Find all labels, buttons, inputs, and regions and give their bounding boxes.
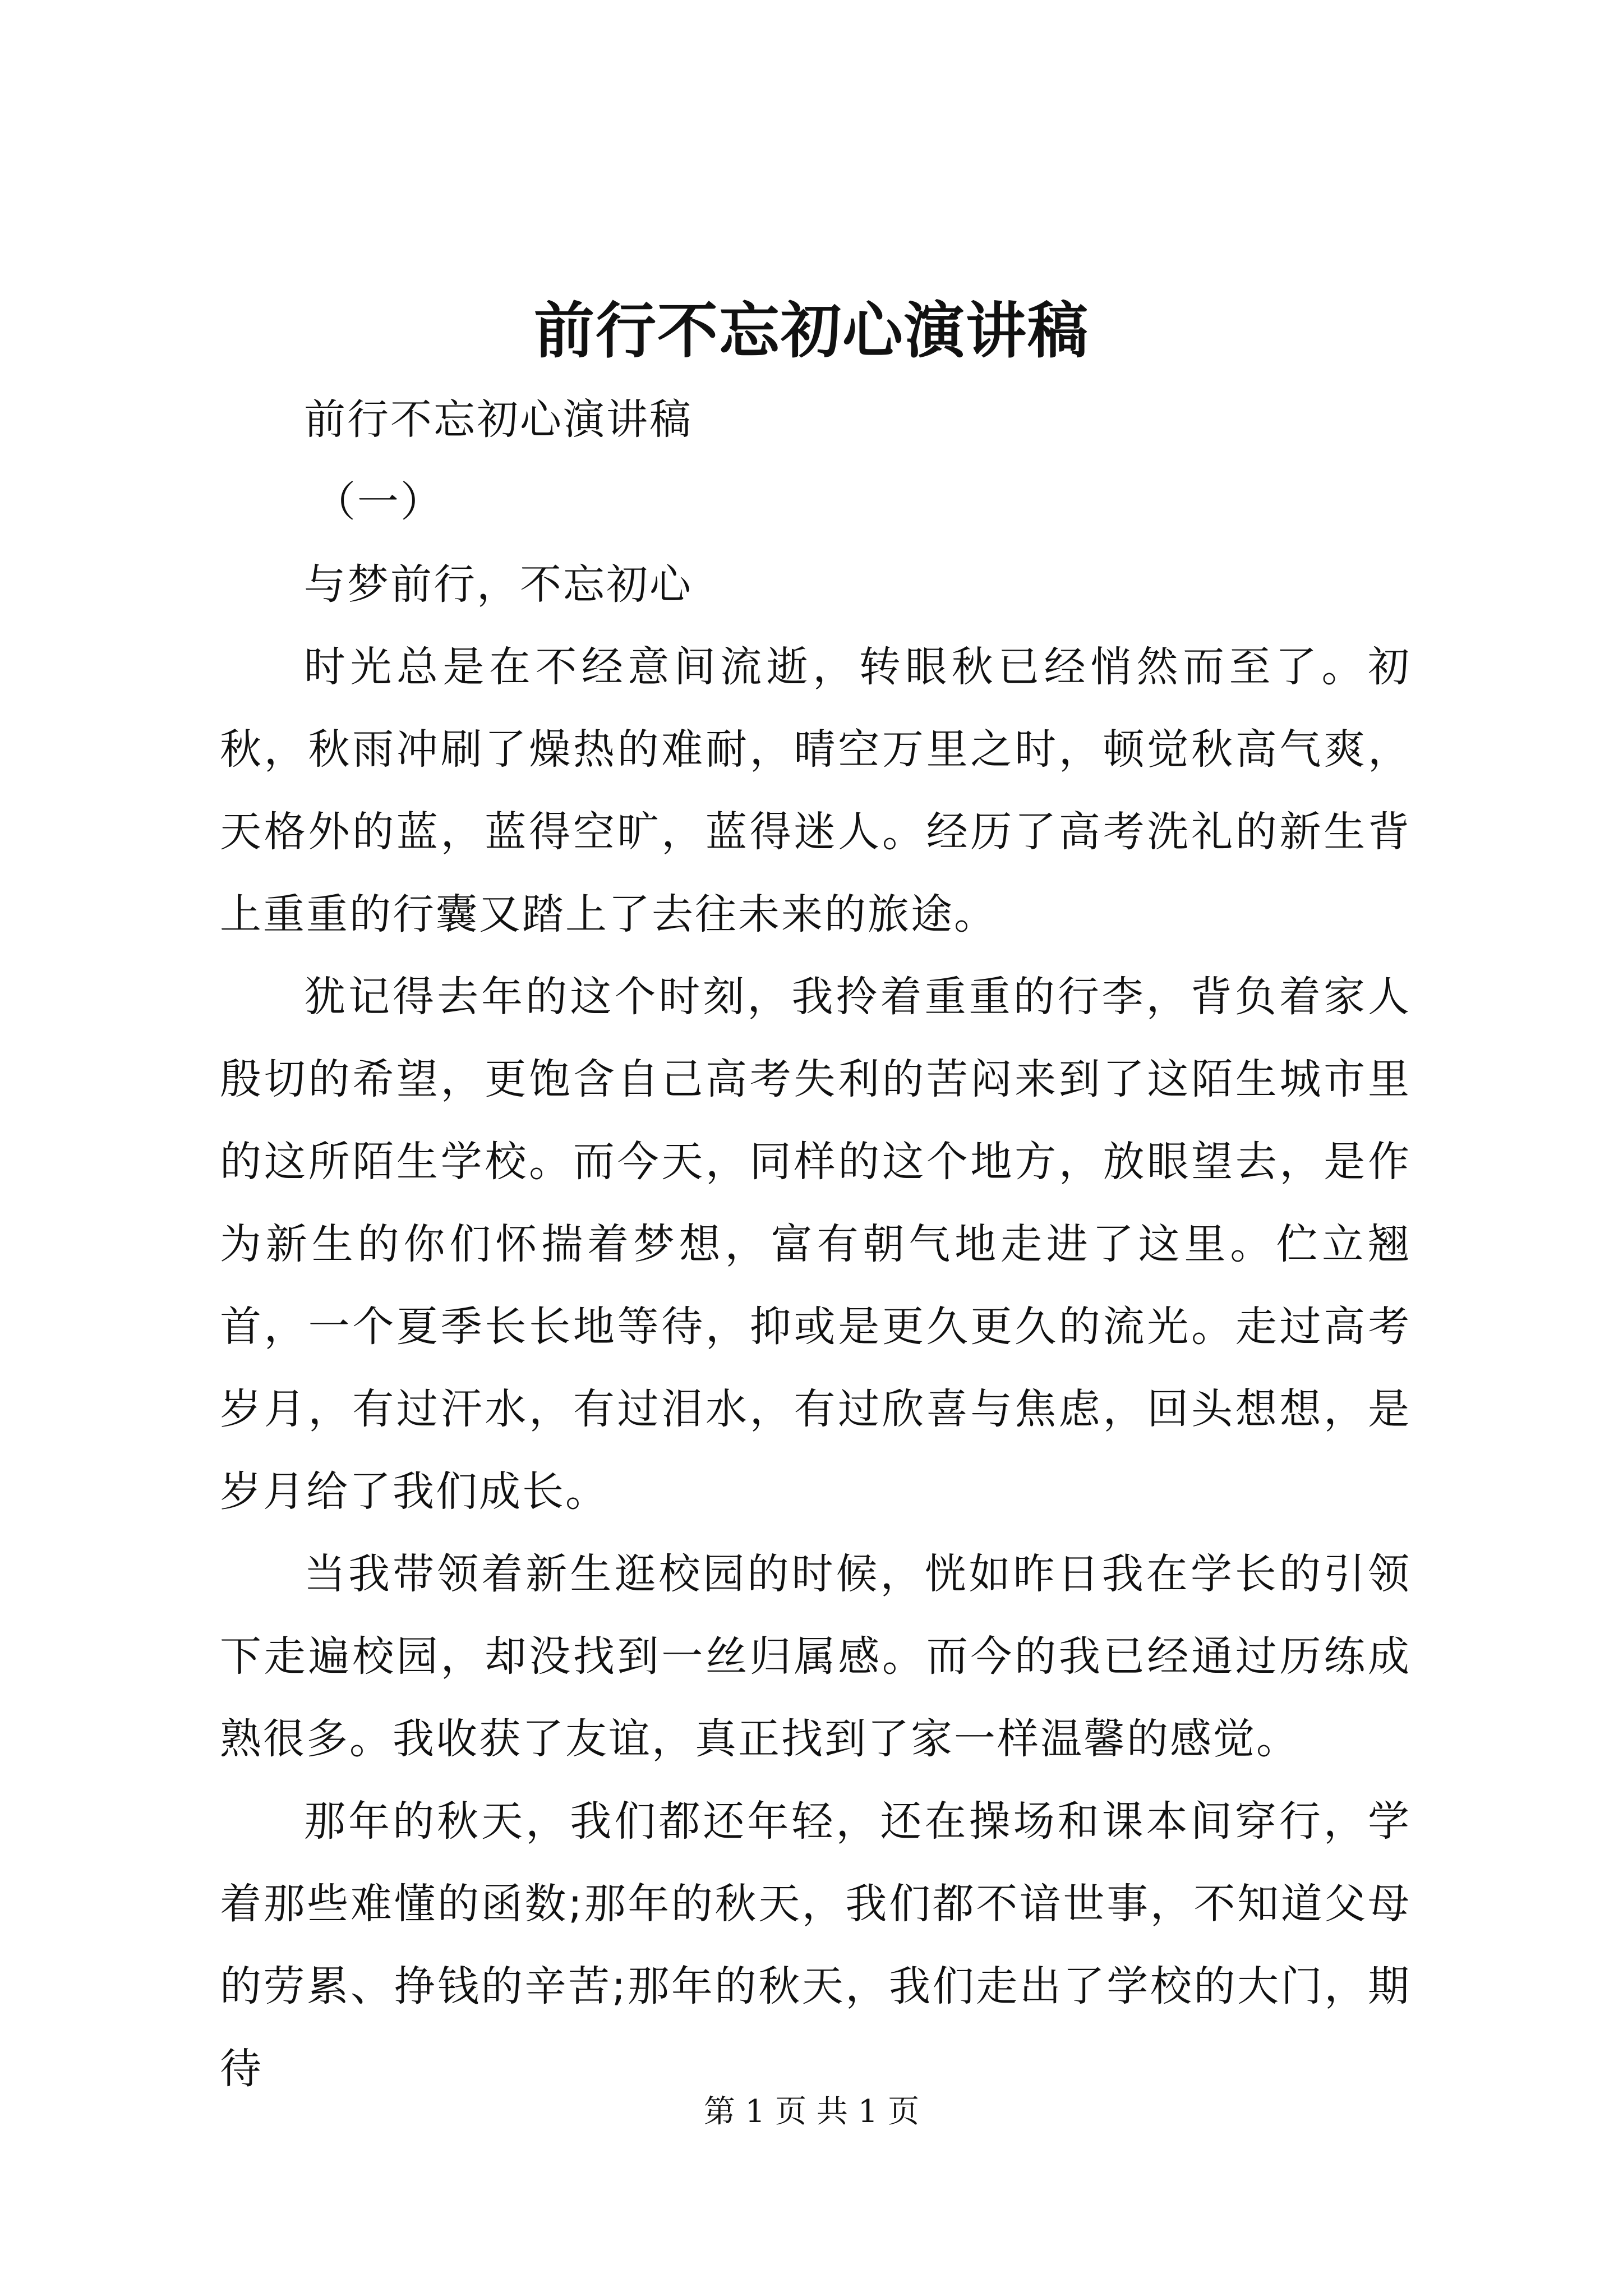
page-footer: 第 1 页 共 1 页 xyxy=(703,2093,920,2130)
document-title: 前行不忘初心演讲稿 xyxy=(533,296,1089,366)
paragraph: 那年的秋天，我们都还年轻，还在操场和课本间穿行，学着那些难懂的函数;那年的秋天，我们都不谙世事，不知道父母的劳累、挣钱的辛苦;那年的秋天，我们走出了学校的大门，期待 xyxy=(220,1797,1411,2093)
paragraph-section-number: （一） xyxy=(314,478,444,526)
document-body xyxy=(220,379,1411,2110)
paragraph-subtitle: 与梦前行，不忘初心 xyxy=(304,560,693,609)
paragraph: 犹记得去年的这个时刻，我拎着重重的行李，背负着家人殷切的希望，更饱含自己高考失利的苦闷来到了这陌生城市里的这所陌生学校。而今天，同样的这个地方，放眼望去，是作为新生的你们怀揣着梦想，富有朝气地走进了这里。伫立翘首，一个夏季长长地等待，抑或是更久更久的流光。走过高考岁月，有过汗水，有过泪水，有过欣喜与焦虑，回头想想，是岁月给了我们成长。 xyxy=(220,973,1411,1516)
paragraph-heading: 前行不忘初心演讲稿 xyxy=(304,395,693,444)
paragraph: 当我带领着新生逛校园的时候，恍如昨日我在学长的引领下走遍校园，却没找到一丝归属感。而今的我已经通过历练成熟很多。我收获了友谊，真正找到了家一样温馨的感觉。 xyxy=(220,1550,1411,1763)
paragraph: 时光总是在不经意间流逝，转眼秋已经悄然而至了。初秋，秋雨冲刷了燥热的难耐，晴空万里之时，顿觉秋高气爽，天格外的蓝，蓝得空旷，蓝得迷人。经历了高考洗礼的新生背上重重的行囊又踏上了去往未来的旅途。 xyxy=(220,643,1411,938)
